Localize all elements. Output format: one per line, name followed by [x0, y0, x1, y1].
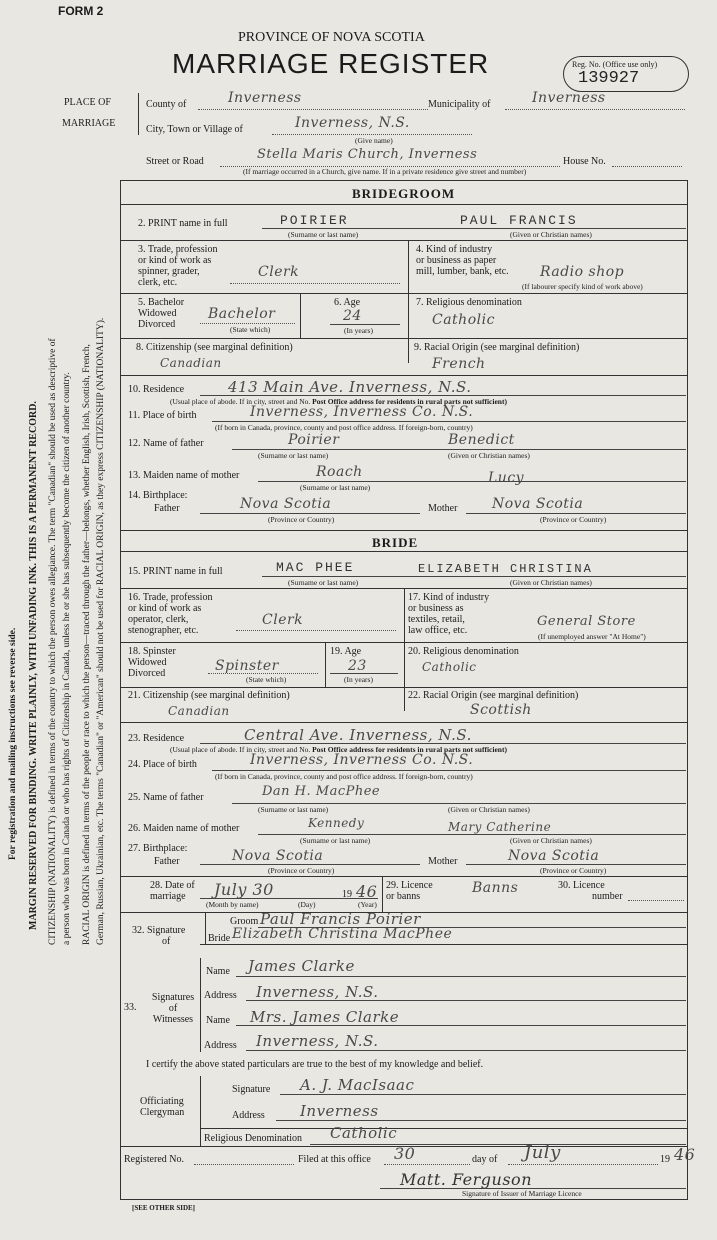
filed-month: July: [524, 1142, 561, 1163]
bride-birth-label: 24. Place of birth: [128, 759, 197, 770]
bride-trade-label: 16. Trade, profession or kind of work as operator, clerk, stenographer, etc.: [128, 592, 213, 636]
clergy-address: Inverness: [300, 1102, 379, 1120]
groom-mother-surname: Roach: [316, 464, 363, 480]
w1-name: James Clarke: [248, 957, 355, 975]
groom-age: 24: [343, 308, 362, 324]
reg-no-value: 139927: [578, 69, 640, 88]
bride-birth-note: (If born in Canada, province, county and post office address. If foreign-born, country): [215, 772, 473, 781]
groom-status-label: 5. Bachelor Widowed Divorced: [138, 297, 185, 330]
groom-name-label: 2. PRINT name in full: [138, 218, 228, 229]
clergy-address-word: Address: [232, 1110, 265, 1121]
bride-racial-label: 22. Racial Origin (see marginal definition): [408, 690, 579, 701]
bride-mother-label: 26. Maiden name of mother: [128, 823, 240, 834]
bride-father-name: Dan H. MacPhee: [262, 784, 381, 799]
groom-mother-label: 13. Maiden name of mother: [128, 470, 240, 481]
groom-father-given-cap: (Given or Christian names): [448, 451, 530, 460]
groom-status: Bachelor: [208, 306, 276, 322]
w2-name: Mrs. James Clarke: [250, 1008, 400, 1026]
groom-residence-note: (Usual place of abode. If in city, street and No. Post Office address for residents in rural parts not sufficient): [170, 397, 507, 406]
groom-mother-word: Mother: [428, 503, 458, 514]
bride-father-label: 25. Name of father: [128, 792, 204, 803]
w2-address: Inverness, N.S.: [256, 1032, 379, 1050]
margin-note-citizenship-1: CITIZENSHIP (NATIONALITY) is defined in terms of the country to which the person owes allegiance. The term "Canadian" should be used as descriptive of: [48, 338, 58, 945]
bride-father-surname-cap: (Surname or last name): [258, 805, 329, 814]
give-name-caption: (Give name): [355, 136, 393, 145]
filed-day: 30: [394, 1144, 416, 1163]
bride-name-label: 15. PRINT name in full: [128, 566, 223, 577]
bride-birth: Inverness, Inverness Co. N.S.: [250, 752, 474, 768]
filed-year-prefix: 19: [660, 1154, 670, 1165]
bride-mother-birthplace: Nova Scotia: [508, 848, 600, 864]
clergy-signature: A. J. MacIsaac: [300, 1076, 415, 1094]
place-bracket: [138, 93, 139, 135]
marriage-year: 46: [356, 882, 378, 901]
bridegroom-heading: BRIDEGROOM: [352, 186, 456, 201]
day-of-label: day of: [472, 1154, 498, 1165]
bride-mother-surname: Kennedy: [308, 816, 365, 830]
bride-racial: Scottish: [470, 702, 532, 718]
bride-mother-given: Mary Catherine: [448, 820, 552, 834]
issuer-signature: Matt. Ferguson: [400, 1170, 532, 1189]
street-note: (If marriage occurred in a Church, give name. If in a private residence give street and number): [243, 167, 527, 176]
bride-heading: BRIDE: [372, 535, 419, 550]
county-value: Inverness: [228, 90, 302, 106]
licence-label: 29. Licence or banns: [386, 880, 433, 902]
house-no-label: House No.: [563, 156, 606, 167]
groom-residence: 413 Main Ave. Inverness, N.S.: [228, 378, 472, 396]
bride-religion: Catholic: [422, 660, 477, 674]
bride-status: Spinster: [215, 658, 279, 674]
clergyman-label: Officiating Clergyman: [140, 1096, 185, 1118]
registered-no-label: Registered No.: [124, 1154, 184, 1165]
date-of-marriage-label: 28. Date of marriage: [150, 880, 195, 902]
groom-industry-note: (If labourer specify kind of work above): [522, 282, 643, 291]
bride-word: Bride: [208, 933, 231, 944]
bride-surname-caption: (Surname or last name): [288, 578, 359, 587]
groom-surname: POIRIER: [280, 213, 349, 228]
bride-father-birthplace: Nova Scotia: [232, 848, 324, 864]
bride-citizenship: Canadian: [168, 704, 230, 718]
bride-industry-note: (If unemployed answer "At Home"): [538, 632, 646, 641]
groom-signature: Paul Francis Poirier: [260, 910, 421, 928]
groom-father-given: Benedict: [448, 432, 515, 448]
groom-trade: Clerk: [258, 264, 300, 280]
day-caption: (Day): [298, 900, 316, 909]
bride-father-prov-cap: (Province or Country): [268, 866, 335, 875]
bride-mother-given-cap: (Given or Christian names): [510, 836, 592, 845]
margin-note-racial-2: German, Russian, Ukrainian, etc. The terms "Canadian" or "American" should not be used for RACIAL ORIGIN, as they express CITIZENSHIP (NATIONALITY).: [96, 317, 106, 945]
groom-mother-prov-cap: (Province or Country): [540, 515, 607, 524]
bride-in-years: (In years): [344, 675, 373, 684]
groom-residence-label: 10. Residence: [128, 384, 185, 395]
form-number: FORM 2: [58, 4, 104, 18]
place-of-label: PLACE OF: [64, 97, 111, 108]
w1-address: Inverness, N.S.: [256, 983, 379, 1001]
groom-in-years: (In years): [344, 326, 373, 335]
groom-given: PAUL FRANCIS: [460, 213, 578, 228]
margin-note-binding: MARGIN RESERVED FOR BINDING. WRITE PLAINLY, WITH UNFADING INK. THIS IS A PERMANENT RECORD.: [28, 401, 39, 930]
groom-father-word: Father: [154, 503, 180, 514]
religious-denomination-label: Religious Denomination: [204, 1133, 303, 1144]
groom-birth-label: 11. Place of birth: [128, 410, 197, 421]
bride-residence-label: 23. Residence: [128, 733, 185, 744]
groom-father-surname: Poirier: [288, 432, 340, 448]
groom-religion-label: 7. Religious denomination: [416, 297, 522, 308]
bride-birthplace-label: 27. Birthplace:: [128, 843, 188, 854]
groom-birthplace-label: 14. Birthplace:: [128, 490, 188, 501]
bride-state-which: (State which): [246, 675, 287, 684]
bride-age: 23: [348, 658, 367, 674]
province-heading: PROVINCE OF NOVA SCOTIA: [238, 30, 425, 45]
signature-of-label: 32. Signature of: [132, 925, 186, 947]
bride-mother-prov-cap: (Province or Country): [540, 866, 607, 875]
bride-residence: Central Ave. Inverness, N.S.: [244, 726, 472, 744]
licence-banns: Banns: [472, 880, 519, 896]
w2-address-word: Address: [204, 1040, 237, 1051]
bride-father-word: Father: [154, 856, 180, 867]
year-caption: (Year): [358, 900, 377, 909]
registration-number-box: [563, 56, 689, 92]
groom-father-prov-cap: (Province or Country): [268, 515, 335, 524]
street-value: Stella Maris Church, Inverness: [257, 147, 478, 162]
filed-year: 46: [674, 1145, 696, 1164]
bride-surname: MAC PHEE: [276, 560, 355, 575]
bride-father-given-cap: (Given or Christian names): [448, 805, 530, 814]
groom-mother-given: Lucy: [488, 470, 525, 486]
filed-label: Filed at this office: [298, 1154, 371, 1165]
groom-racial-label: 9. Racial Origin (see marginal definition): [414, 342, 580, 353]
margin-note-citizenship-2: a person who was born in Canada or who has rights of Citizenship in Canada, unless he or she has subsequently become the citizen of another country.: [62, 372, 72, 945]
groom-birth-note: (If born in Canada, province, county and post office address. If foreign-born, country): [215, 423, 473, 432]
groom-given-caption: (Given or Christian names): [510, 230, 592, 239]
w2-name-word: Name: [206, 1015, 230, 1026]
bride-age-label: 19. Age: [330, 646, 362, 657]
bride-given: ELIZABETH CHRISTINA: [418, 562, 593, 576]
groom-mother-surname-cap: (Surname or last name): [300, 483, 371, 492]
bride-citizenship-label: 21. Citizenship (see marginal definition): [128, 690, 290, 701]
bride-status-label: 18. Spinster Widowed Divorced: [128, 646, 176, 679]
w1-address-word: Address: [204, 990, 237, 1001]
w1-name-word: Name: [206, 966, 230, 977]
groom-father-surname-cap: (Surname or last name): [258, 451, 329, 460]
bride-industry: General Store: [537, 614, 636, 629]
clergy-signature-word: Signature: [232, 1084, 271, 1095]
county-label: County of: [146, 99, 187, 110]
marriage-month-day: July 30: [214, 880, 274, 899]
groom-citizenship-label: 8. Citizenship (see marginal definition): [136, 342, 293, 353]
groom-industry: Radio shop: [540, 264, 625, 280]
groom-word: Groom: [230, 916, 259, 927]
groom-racial: French: [432, 356, 486, 372]
margin-note-instructions: For registration and mailing instructions see reverse side.: [8, 627, 18, 860]
groom-state-which: (State which): [230, 325, 271, 334]
groom-industry-label: 4. Kind of industry or business as paper mill, lumber, bank, etc.: [416, 244, 509, 277]
reg-no-label: Reg. No. (Office use only): [572, 60, 658, 69]
bride-trade: Clerk: [262, 612, 304, 628]
city-value: Inverness, N.S.: [295, 115, 410, 131]
groom-father-birthplace: Nova Scotia: [240, 496, 332, 512]
marriage-label: MARRIAGE: [62, 118, 116, 129]
groom-religion: Catholic: [432, 312, 495, 328]
margin-note-racial-1: RACIAL ORIGIN is defined in terms of the people or race to which the person—traced through the father—belongs, whether English, Irish, Scottish, French,: [82, 344, 92, 945]
licence-number-label: 30. Licence number: [558, 880, 623, 902]
bride-religion-label: 20. Religious denomination: [408, 646, 519, 657]
clergy-denomination: Catholic: [330, 1124, 398, 1142]
bride-mother-word: Mother: [428, 856, 458, 867]
bride-residence-note: (Usual place of abode. If in city, street and No. Post Office address for residents in rural parts not sufficient): [170, 745, 507, 754]
groom-birth: Inverness, Inverness Co. N.S.: [250, 404, 474, 420]
groom-father-label: 12. Name of father: [128, 438, 204, 449]
certify-statement: I certify the above stated particulars are true to the best of my knowledge and belief.: [146, 1059, 484, 1070]
municipality-value: Inverness: [532, 90, 606, 106]
page-title: MARRIAGE REGISTER: [172, 48, 490, 79]
groom-trade-label: 3. Trade, profession or kind of work as spinner, grader, clerk, etc.: [138, 244, 218, 288]
witnesses-label: Signatures of Witnesses: [151, 992, 195, 1025]
groom-citizenship: Canadian: [160, 356, 222, 370]
street-label: Street or Road: [146, 156, 204, 167]
witness-number: 33.: [124, 1002, 137, 1013]
bride-signature: Elizabeth Christina MacPhee: [232, 926, 453, 942]
groom-surname-caption: (Surname or last name): [288, 230, 359, 239]
see-other-side: [SEE OTHER SIDE]: [132, 1204, 196, 1212]
marriage-year-prefix: 19: [342, 889, 352, 900]
month-caption: (Month by name): [206, 900, 259, 909]
bride-mother-surname-cap: (Surname or last name): [300, 836, 371, 845]
city-label: City, Town or Village of: [146, 124, 243, 135]
bride-industry-label: 17. Kind of industry or business as textiles, retail, law office, etc.: [408, 592, 490, 636]
bride-given-caption: (Given or Christian names): [510, 578, 592, 587]
groom-mother-birthplace: Nova Scotia: [492, 496, 584, 512]
municipality-label: Municipality of: [428, 99, 491, 110]
groom-age-label: 6. Age: [334, 297, 361, 308]
issuer-caption: Signature of Issuer of Marriage Licence: [462, 1189, 582, 1198]
